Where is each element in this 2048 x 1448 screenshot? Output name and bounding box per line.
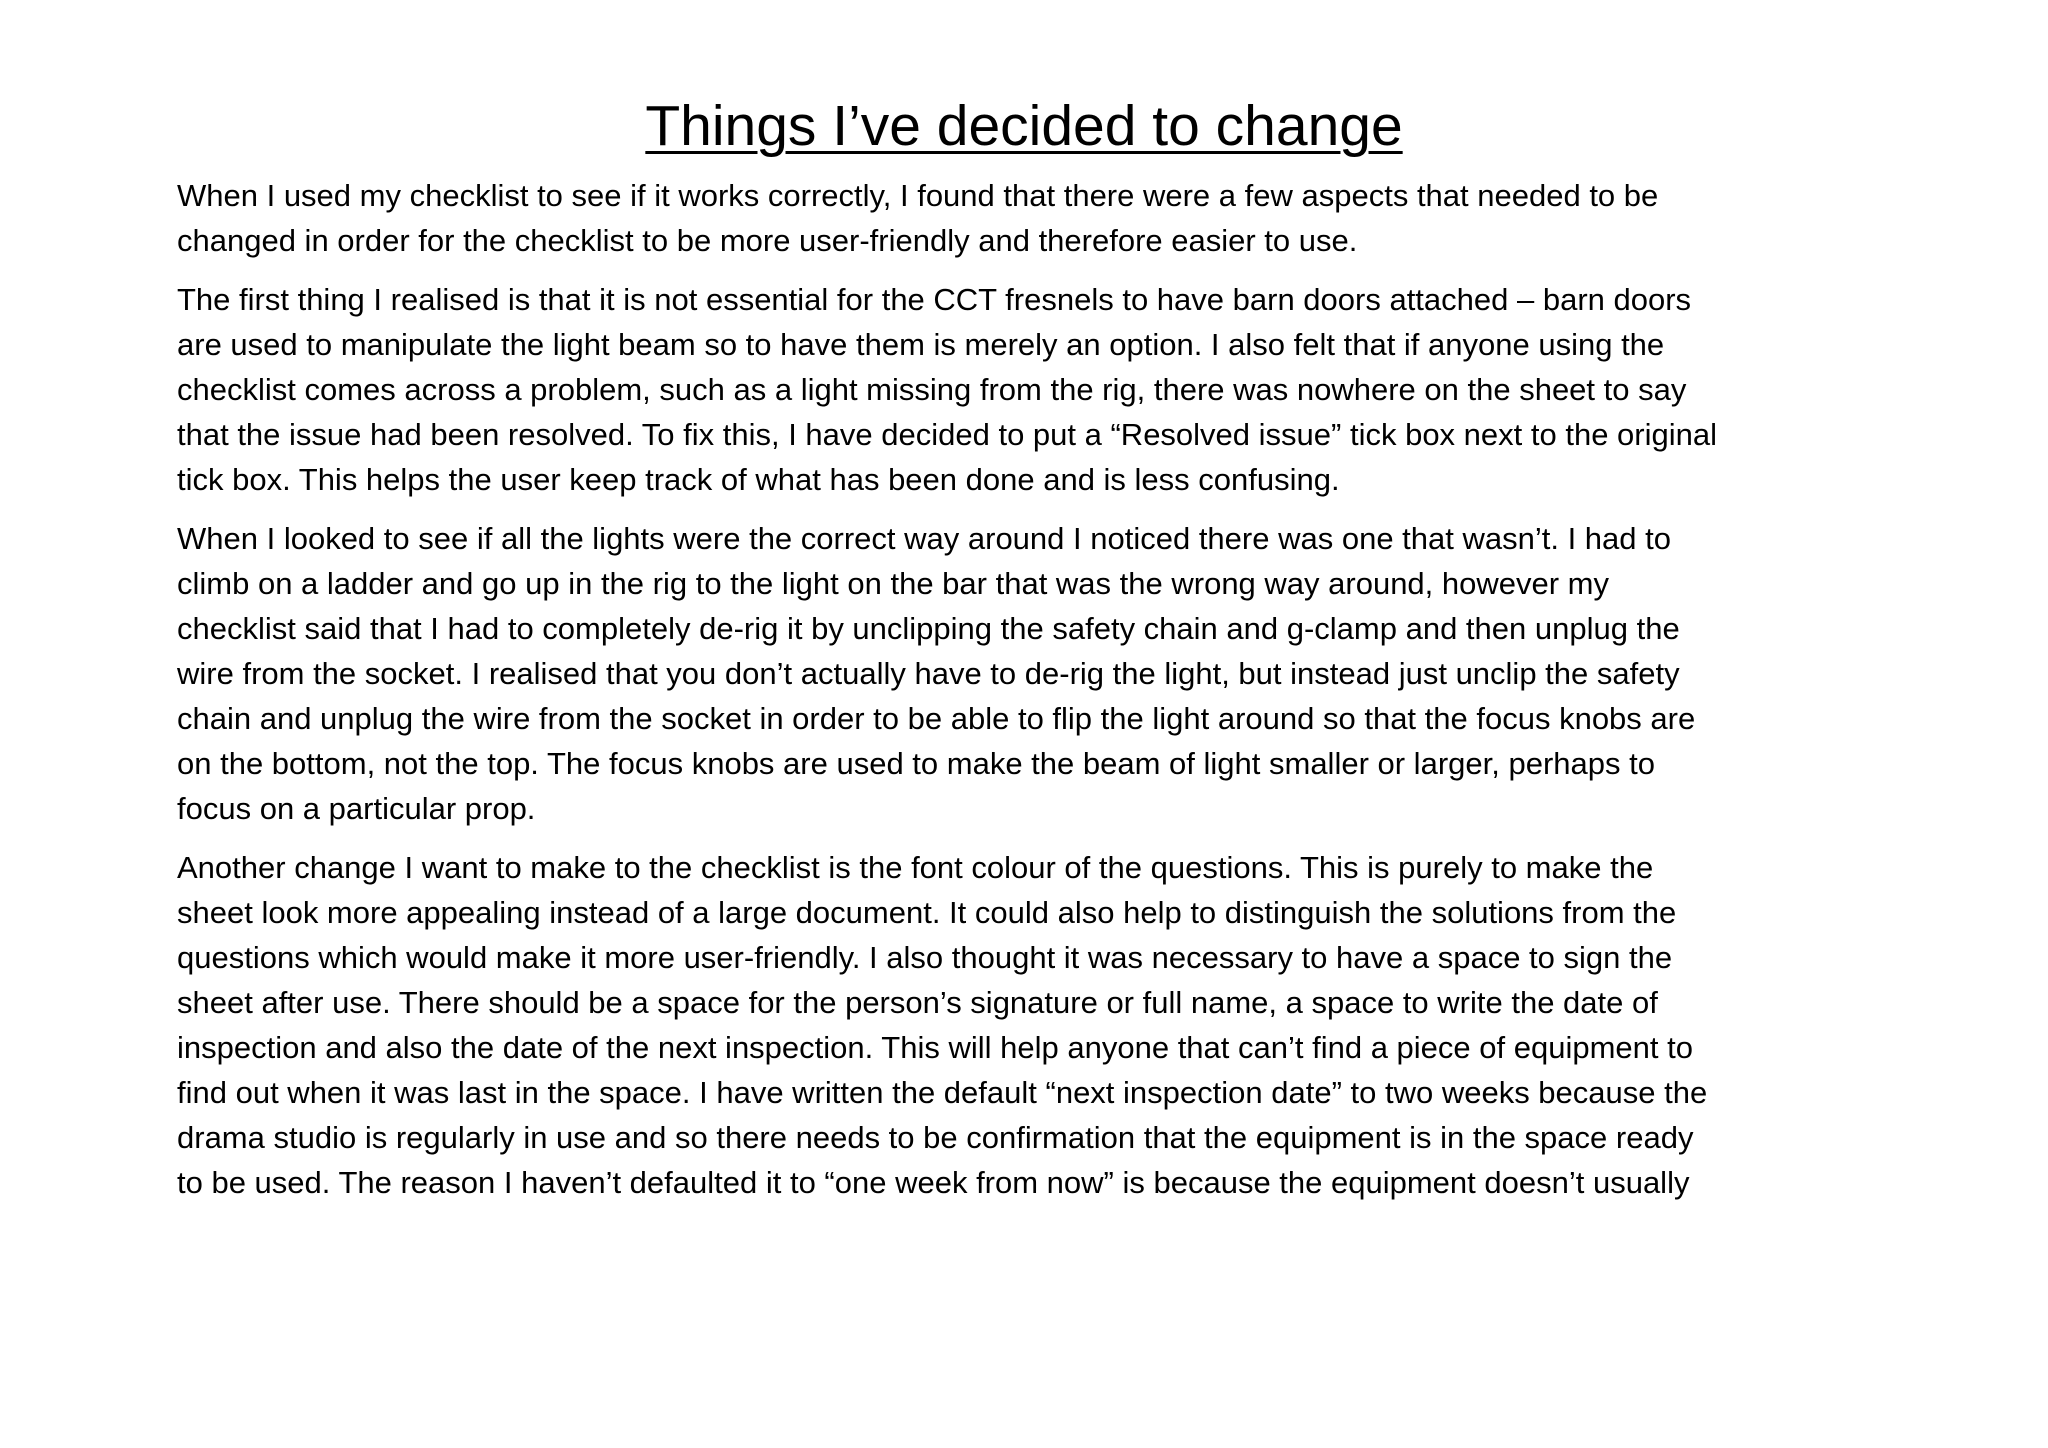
document-body [177,173,1897,1219]
page-title-text: Things I’ve decided to change [645,94,1403,158]
text-line: checklist comes across a problem, such as a light missing from the rig, there was nowhere on the sheet to say [177,372,1687,407]
paragraph-lights [177,516,1897,831]
text-line: sheet look more appealing instead of a large document. It could also help to distinguish the solutions from the [177,895,1677,930]
text-line: When I used my checklist to see if it works correctly, I found that there were a few aspects that needed to be [177,178,1659,213]
text-line: on the bottom, not the top. The focus knobs are used to make the beam of light smaller or larger, perhaps to [177,746,1655,781]
text-line: changed in order for the checklist to be more user-friendly and therefore easier to use. [177,223,1358,258]
text-line: focus on a particular prop. [177,791,536,826]
text-line: tick box. This helps the user keep track of what has been done and is less confusing. [177,462,1340,497]
paragraph-font-colour [177,845,1897,1205]
text-line: wire from the socket. I realised that you don’t actually have to de-rig the light, but instead just unclip the safety [177,656,1680,691]
page-title [0,88,2048,164]
text-line: that the issue had been resolved. To fix this, I have decided to put a “Resolved issue” tick box next to the original [177,417,1717,452]
text-line: are used to manipulate the light beam so to have them is merely an option. I also felt that if anyone using the [177,327,1665,362]
text-line: chain and unplug the wire from the socket in order to be able to flip the light around so that the focus knobs are [177,701,1696,736]
text-line: inspection and also the date of the next inspection. This will help anyone that can’t find a piece of equipment to [177,1030,1693,1065]
text-line: Another change I want to make to the checklist is the font colour of the questions. This is purely to make the [177,850,1654,885]
text-line: drama studio is regularly in use and so there needs to be confirmation that the equipment is in the space ready [177,1120,1694,1155]
text-line: sheet after use. There should be a space for the person’s signature or full name, a space to write the date of [177,985,1658,1020]
text-line: The first thing I realised is that it is not essential for the CCT fresnels to have barn doors attached – barn doors [177,282,1692,317]
text-line: climb on a ladder and go up in the rig to the light on the bar that was the wrong way around, however my [177,566,1610,601]
paragraph-intro [177,173,1897,263]
text-line: questions which would make it more user-friendly. I also thought it was necessary to have a space to sign the [177,940,1673,975]
text-line: to be used. The reason I haven’t defaulted it to “one week from now” is because the equipment doesn’t usually [177,1165,1690,1200]
paragraph-barn-doors [177,277,1897,502]
text-line: find out when it was last in the space. I have written the default “next inspection date” to two weeks because the [177,1075,1708,1110]
text-line: When I looked to see if all the lights were the correct way around I noticed there was one that wasn’t. I had to [177,521,1671,556]
text-line: checklist said that I had to completely de-rig it by unclipping the safety chain and g-clamp and then unplug the [177,611,1680,646]
